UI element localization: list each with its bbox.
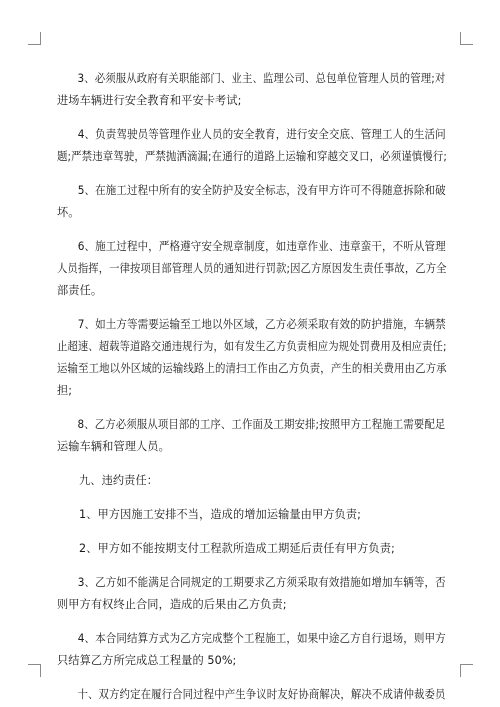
text-line: 止超速、超载等道路交通违规行为，如有发生乙方负责相应为规处罚费用及相应责任; xyxy=(57,340,447,353)
text-line: 部责任。 xyxy=(57,284,103,297)
text-line: 4、负责驾驶员等管理作业人员的安全教育，进行安全交底、管理工人的生活问 xyxy=(77,128,446,141)
liability-2 xyxy=(57,538,447,560)
crop-mark-top-right xyxy=(460,32,473,45)
text-line: 运输车辆和管理人员。 xyxy=(57,440,170,453)
liability-1 xyxy=(57,504,447,526)
section-heading: 九、违约责任： xyxy=(79,474,159,487)
clause-5 xyxy=(57,180,447,224)
liability-3 xyxy=(57,572,447,616)
text-line: 7、如土方等需要运输至工地以外区域，乙方必须采取有效的防护措施，车辆禁 xyxy=(77,318,446,331)
text-line: 进场车辆进行安全教育和平安卡考试; xyxy=(57,94,242,107)
clause-6 xyxy=(57,236,447,302)
text-line: 担; xyxy=(57,384,73,397)
liability-4 xyxy=(57,628,447,672)
clause-8 xyxy=(57,414,447,458)
text-line: 4、本合同结算方式为乙方完成整个工程施工，如果中途乙方自行退场，则甲方 xyxy=(77,632,446,645)
clause-7 xyxy=(57,314,447,402)
crop-mark-bottom-right xyxy=(460,664,473,677)
text-line: 只结算乙方所完成总工程量的 50%; xyxy=(57,654,237,667)
text-line: 2、甲方如不能按期支付工程款所造成工期延后责任有甲方负责; xyxy=(79,542,395,555)
clause-3 xyxy=(57,68,447,112)
text-line: 十、双方约定在履行合同过程中产生争议时友好协商解决，解决不成请仲裁委员 xyxy=(77,688,446,701)
text-line: 坏。 xyxy=(57,206,80,219)
text-line: 5、在施工过程中所有的安全防护及安全标志，没有甲方许可不得随意拆除和破 xyxy=(77,184,446,197)
text-line: 8、乙方必须服从项目部的工序、工作面及工期安排;按照甲方工程施工需要配足 xyxy=(77,418,446,431)
text-line: 3、必须服从政府有关职能部门、业主、监理公司、总包单位管理人员的管理;对 xyxy=(77,72,446,85)
text-line: 则甲方有权终止合同，造成的后果由乙方负责; xyxy=(57,598,287,611)
clause-4 xyxy=(57,124,447,168)
section-10 xyxy=(57,684,447,706)
document-body xyxy=(57,68,447,706)
crop-mark-bottom-left xyxy=(28,664,41,677)
text-line: 人员指挥，一律按项目部管理人员的通知进行罚款;因乙方原因发生责任事故，乙方全 xyxy=(57,262,447,275)
text-line: 1、甲方因施工安排不当，造成的增加运输量由甲方负责; xyxy=(79,508,361,521)
section-9-heading xyxy=(57,470,447,492)
text-line: 题;严禁违章驾驶，严禁抛洒滴漏;在通行的道路上运输和穿越交叉口，必须谨慎慢行; xyxy=(57,150,447,163)
crop-mark-top-left xyxy=(28,32,41,45)
text-line: 运输至工地以外区域的运输线路上的清扫工作由乙方负责，产生的相关费用由乙方承 xyxy=(57,362,447,375)
text-line: 6、施工过程中，严格遵守安全规章制度，如违章作业、违章蛮干，不听从管理 xyxy=(77,240,446,253)
text-line: 3、乙方如不能满足合同规定的工期要求乙方须采取有效措施如增加车辆等，否 xyxy=(77,576,446,589)
